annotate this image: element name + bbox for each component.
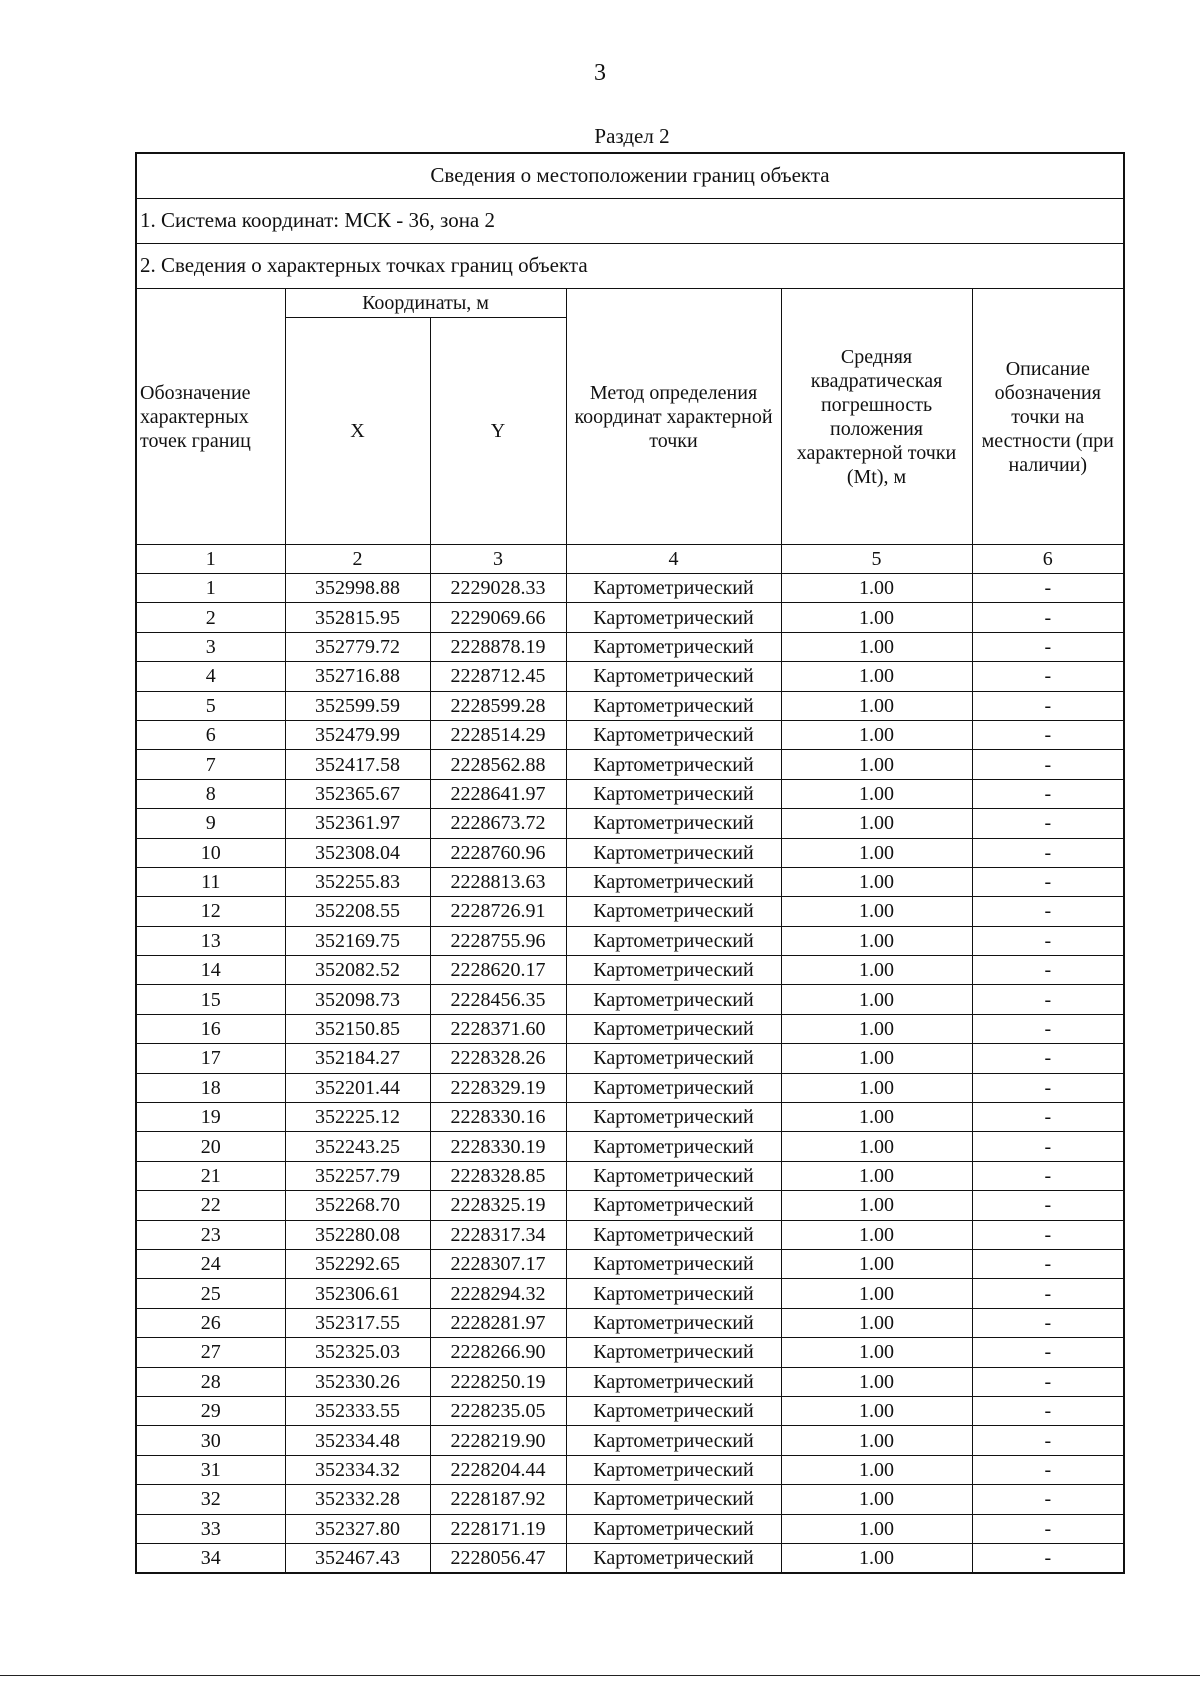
x-coordinate-cell: 352334.32: [285, 1455, 430, 1484]
x-coordinate-cell: 352292.65: [285, 1249, 430, 1278]
point-number-cell: 3: [136, 632, 285, 661]
point-number-cell: 26: [136, 1308, 285, 1337]
point-number-cell: 18: [136, 1073, 285, 1102]
y-coordinate-cell: 2228755.96: [430, 926, 566, 955]
point-number-cell: 23: [136, 1220, 285, 1249]
point-number-cell: 24: [136, 1249, 285, 1278]
method-cell: Картометрический: [566, 1220, 781, 1249]
description-cell: -: [972, 867, 1124, 896]
y-coordinate-cell: 2228266.90: [430, 1338, 566, 1367]
table-row: [136, 867, 1124, 896]
x-coordinate-cell: 352334.48: [285, 1426, 430, 1455]
error-cell: 1.00: [781, 1073, 972, 1102]
x-coordinate-cell: 352467.43: [285, 1543, 430, 1573]
y-coordinate-cell: 2228325.19: [430, 1191, 566, 1220]
method-cell: Картометрический: [566, 632, 781, 661]
column-number: 6: [972, 545, 1124, 574]
column-number: 1: [136, 545, 285, 574]
point-number-cell: 5: [136, 691, 285, 720]
description-cell: -: [972, 662, 1124, 691]
method-cell: Картометрический: [566, 838, 781, 867]
point-number-cell: 32: [136, 1485, 285, 1514]
y-coordinate-cell: 2228514.29: [430, 720, 566, 749]
table-row: [136, 1220, 1124, 1249]
description-cell: -: [972, 574, 1124, 603]
table-row: [136, 574, 1124, 603]
description-cell: -: [972, 1308, 1124, 1337]
error-cell: 1.00: [781, 1543, 972, 1573]
error-cell: 1.00: [781, 1279, 972, 1308]
table-row: [136, 838, 1124, 867]
error-cell: 1.00: [781, 1103, 972, 1132]
y-coordinate-cell: 2228641.97: [430, 779, 566, 808]
column-number: 2: [285, 545, 430, 574]
method-cell: Картометрический: [566, 603, 781, 632]
x-coordinate-cell: 352417.58: [285, 750, 430, 779]
y-coordinate-cell: 2228673.72: [430, 809, 566, 838]
x-coordinate-cell: 352308.04: [285, 838, 430, 867]
error-cell: 1.00: [781, 926, 972, 955]
y-coordinate-cell: 2228456.35: [430, 985, 566, 1014]
x-coordinate-cell: 352150.85: [285, 1014, 430, 1043]
y-coordinate-cell: 2228250.19: [430, 1367, 566, 1396]
method-cell: Картометрический: [566, 1073, 781, 1102]
error-cell: 1.00: [781, 574, 972, 603]
x-coordinate-cell: 352225.12: [285, 1103, 430, 1132]
table-row: [136, 1103, 1124, 1132]
y-coordinate-cell: 2228307.17: [430, 1249, 566, 1278]
error-cell: 1.00: [781, 1338, 972, 1367]
x-coordinate-cell: 352325.03: [285, 1338, 430, 1367]
error-cell: 1.00: [781, 1514, 972, 1543]
table-row: [136, 1426, 1124, 1455]
point-number-cell: 33: [136, 1514, 285, 1543]
error-cell: 1.00: [781, 1426, 972, 1455]
error-cell: 1.00: [781, 662, 972, 691]
x-coordinate-cell: 352201.44: [285, 1073, 430, 1102]
x-coordinate-cell: 352306.61: [285, 1279, 430, 1308]
column-number: 4: [566, 545, 781, 574]
y-coordinate-cell: 2228317.34: [430, 1220, 566, 1249]
description-cell: -: [972, 1396, 1124, 1425]
x-coordinate-cell: 352716.88: [285, 662, 430, 691]
point-number-cell: 1: [136, 574, 285, 603]
point-number-cell: 15: [136, 985, 285, 1014]
error-cell: 1.00: [781, 603, 972, 632]
y-coordinate-cell: 2228813.63: [430, 867, 566, 896]
description-cell: -: [972, 926, 1124, 955]
table-row: [136, 926, 1124, 955]
x-coordinate-cell: 352599.59: [285, 691, 430, 720]
y-coordinate-cell: 2229069.66: [430, 603, 566, 632]
point-number-cell: 29: [136, 1396, 285, 1425]
point-number-cell: 31: [136, 1455, 285, 1484]
point-number-cell: 16: [136, 1014, 285, 1043]
x-coordinate-cell: 352998.88: [285, 574, 430, 603]
y-coordinate-cell: 2228328.85: [430, 1161, 566, 1190]
method-cell: Картометрический: [566, 1132, 781, 1161]
x-coordinate-cell: 352479.99: [285, 720, 430, 749]
method-cell: Картометрический: [566, 1543, 781, 1573]
table-row: [136, 1249, 1124, 1278]
method-cell: Картометрический: [566, 1514, 781, 1543]
error-cell: 1.00: [781, 632, 972, 661]
y-coordinate-cell: 2228219.90: [430, 1426, 566, 1455]
table-row: [136, 1543, 1124, 1573]
table-row: [136, 662, 1124, 691]
y-coordinate-cell: 2228620.17: [430, 956, 566, 985]
method-cell: Картометрический: [566, 662, 781, 691]
point-number-cell: 20: [136, 1132, 285, 1161]
description-cell: -: [972, 809, 1124, 838]
y-coordinate-cell: 2228726.91: [430, 897, 566, 926]
method-cell: Картометрический: [566, 956, 781, 985]
description-cell: -: [972, 779, 1124, 808]
x-coordinate-cell: 352365.67: [285, 779, 430, 808]
description-cell: -: [972, 956, 1124, 985]
header-x: X: [285, 318, 430, 545]
description-cell: -: [972, 1014, 1124, 1043]
column-number: 3: [430, 545, 566, 574]
description-cell: -: [972, 691, 1124, 720]
header-coordinates: Координаты, м: [285, 289, 566, 318]
header-designation: Обозначение характерных точек границ: [136, 289, 285, 545]
method-cell: Картометрический: [566, 1455, 781, 1484]
x-coordinate-cell: 352082.52: [285, 956, 430, 985]
point-number-cell: 30: [136, 1426, 285, 1455]
table-row: [136, 1455, 1124, 1484]
error-cell: 1.00: [781, 1367, 972, 1396]
header-y: Y: [430, 318, 566, 545]
point-number-cell: 9: [136, 809, 285, 838]
x-coordinate-cell: 352243.25: [285, 1132, 430, 1161]
description-cell: -: [972, 1426, 1124, 1455]
description-cell: -: [972, 1367, 1124, 1396]
y-coordinate-cell: 2228204.44: [430, 1455, 566, 1484]
error-cell: 1.00: [781, 1220, 972, 1249]
y-coordinate-cell: 2228328.26: [430, 1044, 566, 1073]
method-cell: Картометрический: [566, 867, 781, 896]
method-cell: Картометрический: [566, 1367, 781, 1396]
table-row: [136, 1308, 1124, 1337]
description-cell: -: [972, 1073, 1124, 1102]
x-coordinate-cell: 352257.79: [285, 1161, 430, 1190]
section-title: Раздел 2: [594, 124, 670, 148]
method-cell: Картометрический: [566, 1338, 781, 1367]
error-cell: 1.00: [781, 1191, 972, 1220]
point-number-cell: 8: [136, 779, 285, 808]
description-cell: -: [972, 1543, 1124, 1573]
y-coordinate-cell: 2228056.47: [430, 1543, 566, 1573]
description-cell: -: [972, 1249, 1124, 1278]
table-row: [136, 1044, 1124, 1073]
error-cell: 1.00: [781, 1132, 972, 1161]
method-cell: Картометрический: [566, 720, 781, 749]
method-cell: Картометрический: [566, 1249, 781, 1278]
error-cell: 1.00: [781, 867, 972, 896]
x-coordinate-cell: 352779.72: [285, 632, 430, 661]
point-number-cell: 28: [136, 1367, 285, 1396]
description-cell: -: [972, 1455, 1124, 1484]
y-coordinate-cell: 2228187.92: [430, 1485, 566, 1514]
error-cell: 1.00: [781, 779, 972, 808]
header-error: Средняя квадратическая погрешность положения характерной точки (Mt), м: [781, 289, 972, 545]
point-number-cell: 19: [136, 1103, 285, 1132]
description-cell: -: [972, 1103, 1124, 1132]
table-row: [136, 1279, 1124, 1308]
y-coordinate-cell: 2228294.32: [430, 1279, 566, 1308]
point-number-cell: 4: [136, 662, 285, 691]
method-cell: Картометрический: [566, 779, 781, 808]
table-row: [136, 1338, 1124, 1367]
description-cell: -: [972, 632, 1124, 661]
x-coordinate-cell: 352815.95: [285, 603, 430, 632]
table-row: [136, 750, 1124, 779]
table-row: [136, 1485, 1124, 1514]
method-cell: Картометрический: [566, 926, 781, 955]
point-number-cell: 12: [136, 897, 285, 926]
x-coordinate-cell: 352169.75: [285, 926, 430, 955]
y-coordinate-cell: 2228171.19: [430, 1514, 566, 1543]
header-description: Описание обозначения точки на местности (при наличии): [972, 289, 1124, 545]
method-cell: Картометрический: [566, 691, 781, 720]
y-coordinate-cell: 2228371.60: [430, 1014, 566, 1043]
table-row: [136, 1191, 1124, 1220]
error-cell: 1.00: [781, 897, 972, 926]
description-cell: -: [972, 1279, 1124, 1308]
points-heading: 2. Сведения о характерных точках границ объекта: [136, 244, 1124, 289]
table-row: [136, 1514, 1124, 1543]
point-number-cell: 22: [136, 1191, 285, 1220]
table-row: [136, 1161, 1124, 1190]
x-coordinate-cell: 352208.55: [285, 897, 430, 926]
method-cell: Картометрический: [566, 1044, 781, 1073]
table-title: Сведения о местоположении границ объекта: [136, 153, 1124, 199]
x-coordinate-cell: 352317.55: [285, 1308, 430, 1337]
error-cell: 1.00: [781, 750, 972, 779]
y-coordinate-cell: 2228562.88: [430, 750, 566, 779]
error-cell: 1.00: [781, 720, 972, 749]
method-cell: Картометрический: [566, 1426, 781, 1455]
table-row: [136, 1396, 1124, 1425]
description-cell: -: [972, 985, 1124, 1014]
boundary-points-table: [135, 152, 1125, 1574]
x-coordinate-cell: 352333.55: [285, 1396, 430, 1425]
method-cell: Картометрический: [566, 1103, 781, 1132]
description-cell: -: [972, 1338, 1124, 1367]
table-row: [136, 1367, 1124, 1396]
method-cell: Картометрический: [566, 1161, 781, 1190]
table-row: [136, 691, 1124, 720]
description-cell: -: [972, 603, 1124, 632]
point-number-cell: 7: [136, 750, 285, 779]
x-coordinate-cell: 352184.27: [285, 1044, 430, 1073]
y-coordinate-cell: 2228599.28: [430, 691, 566, 720]
error-cell: 1.00: [781, 956, 972, 985]
x-coordinate-cell: 352330.26: [285, 1367, 430, 1396]
x-coordinate-cell: 352332.28: [285, 1485, 430, 1514]
bottom-rule: [0, 1675, 1200, 1676]
error-cell: 1.00: [781, 1014, 972, 1043]
table-row: [136, 1073, 1124, 1102]
method-cell: Картометрический: [566, 1014, 781, 1043]
method-cell: Картометрический: [566, 1485, 781, 1514]
error-cell: 1.00: [781, 985, 972, 1014]
description-cell: -: [972, 1044, 1124, 1073]
description-cell: -: [972, 1485, 1124, 1514]
x-coordinate-cell: 352098.73: [285, 985, 430, 1014]
table-row: [136, 809, 1124, 838]
x-coordinate-cell: 352361.97: [285, 809, 430, 838]
coordinate-system: 1. Система координат: МСК - 36, зона 2: [136, 199, 1124, 244]
method-cell: Картометрический: [566, 985, 781, 1014]
method-cell: Картометрический: [566, 1396, 781, 1425]
y-coordinate-cell: 2228235.05: [430, 1396, 566, 1425]
description-cell: -: [972, 1191, 1124, 1220]
table-row: [136, 897, 1124, 926]
error-cell: 1.00: [781, 1396, 972, 1425]
point-number-cell: 11: [136, 867, 285, 896]
y-coordinate-cell: 2228330.19: [430, 1132, 566, 1161]
error-cell: 1.00: [781, 1161, 972, 1190]
point-number-cell: 27: [136, 1338, 285, 1367]
error-cell: 1.00: [781, 1485, 972, 1514]
point-number-cell: 21: [136, 1161, 285, 1190]
method-cell: Картометрический: [566, 1279, 781, 1308]
method-cell: Картометрический: [566, 750, 781, 779]
y-coordinate-cell: 2228878.19: [430, 632, 566, 661]
point-number-cell: 25: [136, 1279, 285, 1308]
method-cell: Картометрический: [566, 574, 781, 603]
error-cell: 1.00: [781, 1044, 972, 1073]
point-number-cell: 2: [136, 603, 285, 632]
description-cell: -: [972, 838, 1124, 867]
point-number-cell: 34: [136, 1543, 285, 1573]
description-cell: -: [972, 897, 1124, 926]
error-cell: 1.00: [781, 1455, 972, 1484]
error-cell: 1.00: [781, 1308, 972, 1337]
x-coordinate-cell: 352255.83: [285, 867, 430, 896]
method-cell: Картометрический: [566, 1308, 781, 1337]
table-row: [136, 1132, 1124, 1161]
method-cell: Картометрический: [566, 897, 781, 926]
point-number-cell: 13: [136, 926, 285, 955]
description-cell: -: [972, 1161, 1124, 1190]
table-row: [136, 632, 1124, 661]
error-cell: 1.00: [781, 691, 972, 720]
header-method: Метод определения координат характерной точки: [566, 289, 781, 545]
error-cell: 1.00: [781, 838, 972, 867]
x-coordinate-cell: 352280.08: [285, 1220, 430, 1249]
method-cell: Картометрический: [566, 809, 781, 838]
point-number-cell: 17: [136, 1044, 285, 1073]
description-cell: -: [972, 750, 1124, 779]
point-number-cell: 6: [136, 720, 285, 749]
description-cell: -: [972, 1132, 1124, 1161]
y-coordinate-cell: 2228329.19: [430, 1073, 566, 1102]
table-row: [136, 603, 1124, 632]
y-coordinate-cell: 2228330.16: [430, 1103, 566, 1132]
method-cell: Картометрический: [566, 1191, 781, 1220]
page-number: 3: [594, 60, 606, 86]
description-cell: -: [972, 720, 1124, 749]
table-row: [136, 1014, 1124, 1043]
error-cell: 1.00: [781, 1249, 972, 1278]
point-number-cell: 14: [136, 956, 285, 985]
table-row: [136, 779, 1124, 808]
table-row: [136, 956, 1124, 985]
y-coordinate-cell: 2228281.97: [430, 1308, 566, 1337]
description-cell: -: [972, 1514, 1124, 1543]
point-number-cell: 10: [136, 838, 285, 867]
column-number: 5: [781, 545, 972, 574]
table-row: [136, 720, 1124, 749]
x-coordinate-cell: 352268.70: [285, 1191, 430, 1220]
y-coordinate-cell: 2229028.33: [430, 574, 566, 603]
y-coordinate-cell: 2228760.96: [430, 838, 566, 867]
table-row: [136, 985, 1124, 1014]
description-cell: -: [972, 1220, 1124, 1249]
y-coordinate-cell: 2228712.45: [430, 662, 566, 691]
x-coordinate-cell: 352327.80: [285, 1514, 430, 1543]
error-cell: 1.00: [781, 809, 972, 838]
